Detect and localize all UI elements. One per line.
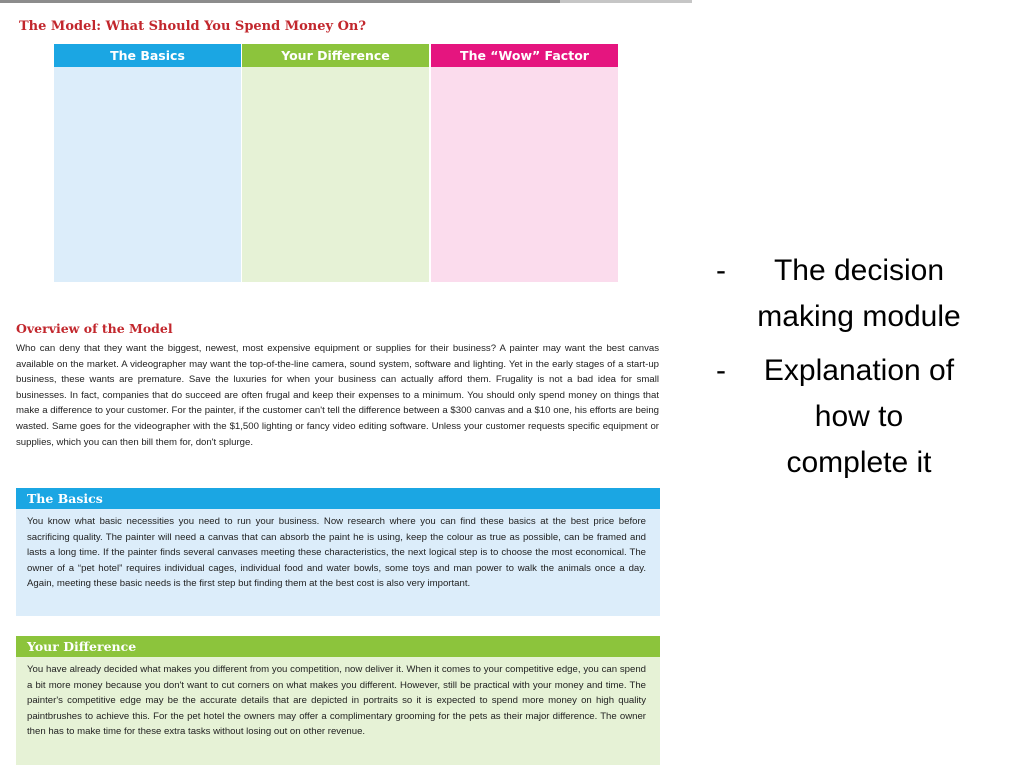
overview-paragraph: Who can deny that they want the biggest, newest, most expensive equipment or supplies for their business? A painter may want the best canvas available on the market. A videographer may want the top-of-the-line camera, sound system, software and lighting. Yet in the early stages of a start-up business, these wants are premature. Save the luxuries for when your business can actually afford them. Frugality is not a bad idea for small businesses. In fact, companies that do succeed are often frugal and keep their expenses to a minimum. You should only spend money on things that make a difference to your customer. For the painter, if the customer can't tell the difference between a $300 canvas and a $10 one, his efforts are being wasted. Same goes for the videographer with the $1,500 lighting or fancy video editing software. Unless your customer requests specific equipment or supplies, which you can then bill them for, don't splurge. xyxy=(16,343,659,448)
column-body xyxy=(54,67,241,282)
column-the-basics xyxy=(54,44,241,282)
document-top-border-light xyxy=(560,0,692,3)
column-header: The “Wow” Factor xyxy=(431,44,618,67)
bullet-list xyxy=(706,248,1006,494)
basics-section-header: The Basics xyxy=(16,488,660,509)
column-wow-factor xyxy=(431,44,618,282)
bullet-text: The decision making module xyxy=(757,254,961,333)
bullet-text: Explanation of how to complete it xyxy=(763,354,955,479)
column-body xyxy=(431,67,618,282)
overview-title: Overview of the Model xyxy=(16,321,173,336)
model-title: The Model: What Should You Spend Money On? xyxy=(19,19,367,34)
difference-section-header: Your Difference xyxy=(16,636,660,657)
column-your-difference xyxy=(242,44,429,282)
column-header: Your Difference xyxy=(242,44,429,67)
bullet-dash: - xyxy=(716,354,726,387)
basics-section-text: You know what basic necessities you need to run your business. Now research where you can find these basics at the best price before sacrificing quality. The painter will need a canvas that can absorb the paint he is using, keep the colour as true as possible, can be framed and lasts a long time. If the painter finds several canvases meeting these characteristics, the next logical step is to choose the most economical. The owner of a “pet hotel” requires individual cages, individual food and water bowls, some toys and man power to walk the animals once a day. Again, meeting these basic needs is the first step but finding them at the best cost is also very important. xyxy=(16,509,660,616)
difference-section-text: You have already decided what makes you different from you competition, now deliver it. When it comes to your competitive edge, you can spend a bit more money because you don't want to cut corners on what makes you different. However, still be practical with your money and time. The painter's competitive edge may be the accurate details that are depicted in portraits so it is expected to spend more money on high quality paintbrushes to achieve this. For the pet hotel the owners may offer a complimentary grooming for the pets as their major difference. The owner then has to make time for these extra tasks without losing out on other revenue. xyxy=(16,657,660,765)
bullet-dash: - xyxy=(716,254,726,287)
column-header: The Basics xyxy=(54,44,241,67)
bullet-item xyxy=(706,248,1006,340)
column-body xyxy=(242,67,429,282)
bullet-item xyxy=(706,348,1006,486)
